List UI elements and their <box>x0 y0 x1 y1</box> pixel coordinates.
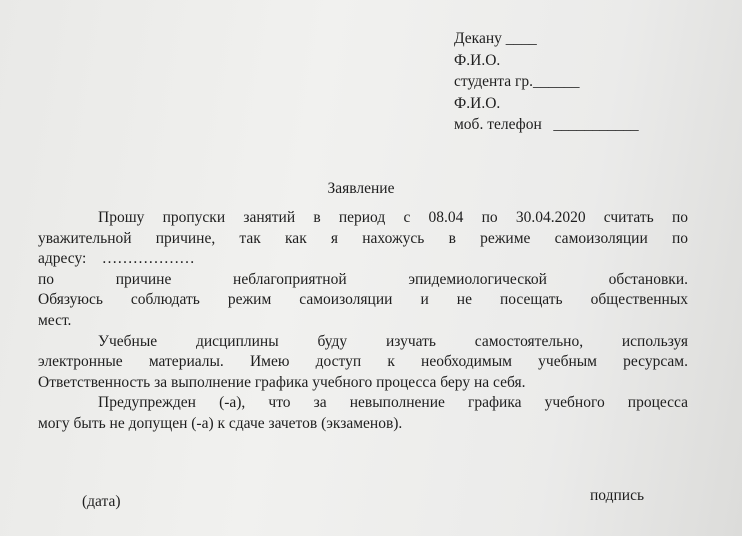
body-line: Прошу пропуски занятий в период с 08.04 по 30.04.2020 считать по <box>98 209 688 226</box>
address-line: адресу: ……………… <box>38 250 195 268</box>
paragraph-1 <box>38 208 688 332</box>
addressee-block <box>454 28 639 136</box>
body-line: Ответственность за выполнение графика учебного процесса беру на себя. <box>38 373 526 391</box>
body-line: уважительной причине, так как я нахожусь в режиме самоизоляции по <box>38 229 688 247</box>
dean-line: Декану ____ <box>454 30 537 47</box>
signature-label: подпись <box>590 487 645 504</box>
date-label: (дата) <box>82 493 121 510</box>
phone-line: моб. телефон ___________ <box>454 116 639 133</box>
body-line: Предупрежден (-а), что за невыполнение графика учебного процесса <box>98 394 688 412</box>
body-line: по причине неблагоприятной эпидемиологической обстановки. <box>38 270 688 288</box>
body-line: могу быть не допущен (-а) к сдаче зачетов (экзаменов). <box>38 414 403 432</box>
document-body <box>38 208 688 435</box>
body-line: Обязуюсь соблюдать режим самоизоляции и не посещать общественных <box>38 291 688 309</box>
body-line: мест. <box>38 311 72 329</box>
student-group-line: студента гр.______ <box>454 73 580 90</box>
body-line: электронные материалы. Имею доступ к необходимым учебным ресурсам. <box>38 353 688 371</box>
paragraph-2 <box>38 332 688 394</box>
paragraph-3 <box>38 393 688 434</box>
body-line: Учебные дисциплины буду изучать самостоятельно, используя <box>98 332 688 350</box>
document-title: Заявление <box>327 180 395 197</box>
student-fio-line: Ф.И.О. <box>454 94 501 112</box>
dean-fio-line: Ф.И.О. <box>454 51 501 69</box>
